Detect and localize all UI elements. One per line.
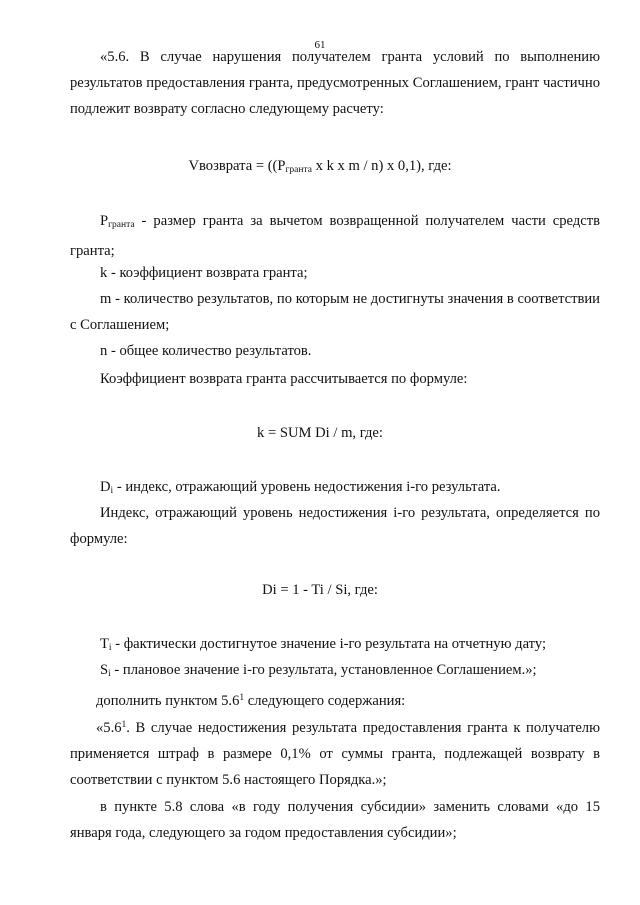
definition-text: - фактически достигнутое значение i-го результата на отчетную дату; [111, 636, 547, 652]
return-amount-formula [0, 156, 640, 180]
index-formula: Di = 1 - Ti / Si, где: [262, 582, 378, 598]
coefficient-intro: Коэффициент возврата гранта рассчитывается по формуле: [100, 371, 468, 387]
definition-subscript: i [108, 669, 111, 679]
definition-symbol: T [100, 636, 109, 652]
definition-subscript: i [110, 486, 114, 496]
formula-subscript: гранта [285, 165, 312, 175]
supplement-superscript: 1 [239, 693, 245, 703]
definition-k: k - коэффициент возврата гранта; [100, 265, 308, 281]
clause-tail: . В случае недостижения результата предоставления гранта к получателю применяется штраф в размере 0,1% от суммы гранта, подлежащей возврату в соответствии с пунктом 5.6 настоящего Порядка.»; [70, 720, 600, 788]
supplement-instruction [70, 685, 600, 714]
supplement-lead: дополнить пунктом 5.6 [96, 693, 240, 709]
formula-tail: x k x m / n) x 0,1), где: [311, 158, 452, 174]
definition-text: - размер гранта за вычетом возвращенной получателем части средств гранта; [70, 213, 600, 259]
definition-subscript: гранта [108, 220, 135, 230]
index-intro: Индекс, отражающий уровень недостижения i-го результата, определяется по формуле: [70, 505, 600, 547]
coefficient-formula: k = SUM Di / m, где: [257, 425, 383, 441]
definition-subscript: i [108, 643, 112, 653]
clause-5-6-1-paragraph [70, 712, 600, 793]
clause-5-8-paragraph: в пункте 5.8 слова «в году получения субсидии» заменить словами «до 15 января года, следующего за годом предоставления субсидии»; [70, 799, 600, 841]
supplement-tail: следующего содержания: [244, 693, 406, 709]
definition-symbol: S [100, 662, 109, 678]
formula-lead: Vвозврата = ((P [188, 158, 286, 174]
definition-s [70, 657, 600, 687]
definition-symbol: P [100, 213, 109, 229]
definition-n: n - общее количество результатов. [100, 343, 312, 359]
clause-5-6-paragraph: «5.6. В случае нарушения получателем гранта условий по выполнению результатов предоставления гранта, предусмотренных Соглашением, грант частично подлежит возврату согласно следующему расчету: [70, 49, 600, 117]
definition-text: - индекс, отражающий уровень недостижения i-го результата. [113, 479, 501, 495]
clause-lead: «5.6 [96, 720, 122, 736]
definition-p-grant [70, 208, 600, 264]
page-number: 61 [314, 39, 326, 51]
definition-symbol: D [100, 479, 111, 495]
definition-m: m - количество результатов, по которым не достигнуты значения в соответствии с Соглашением; [70, 291, 600, 333]
clause-superscript: 1 [121, 720, 127, 730]
definition-text: - плановое значение i-го результата, установленное Соглашением.»; [110, 662, 537, 678]
